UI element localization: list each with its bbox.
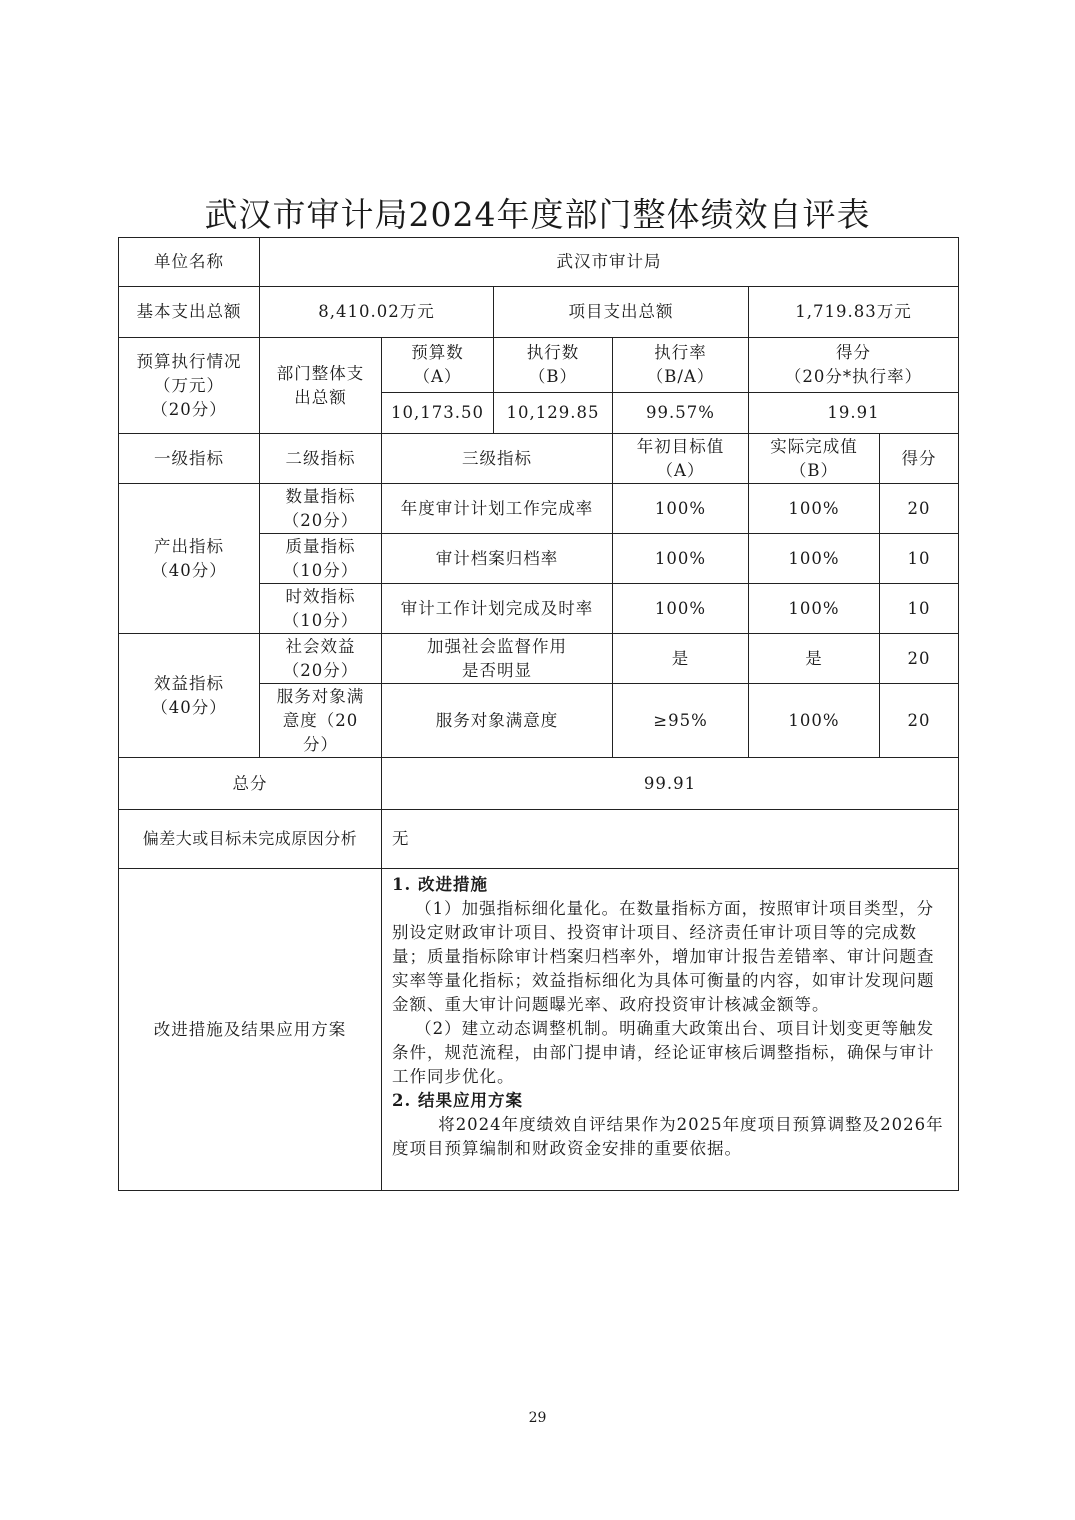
budget-executed-value: 10,129.85 (494, 393, 613, 434)
header-line: （B/A） (646, 367, 715, 386)
l3-line: 是否明显 (462, 660, 532, 680)
plan-paragraph: 将2024年度绩效自评结果作为2025年度项目预算调整及2026年度项目预算编制和财政资金安排的重要依据。 (392, 1115, 944, 1158)
table-row (119, 634, 959, 684)
l2-line: 分） (303, 734, 338, 754)
level2-cell (260, 534, 382, 584)
level3-cell: 服务对象满意度 (382, 684, 613, 758)
plan-heading-improvement: 1. 改进措施 (392, 875, 488, 894)
score-cell: 20 (880, 484, 959, 534)
indicator-header-row (119, 434, 959, 484)
plan-heading-application: 2. 结果应用方案 (392, 1091, 523, 1110)
level2-cell (260, 634, 382, 684)
unit-value: 武汉市审计局 (260, 238, 959, 287)
header-line: （A） (656, 460, 705, 480)
l2-line: 数量指标 (285, 486, 356, 506)
actual-cell: 100% (749, 684, 880, 758)
basic-expense-value: 8,410.02万元 (260, 287, 494, 338)
plan-paragraph: （2）建立动态调整机制。明确重大政策出台、项目计划变更等触发条件，规范流程，由部门提申请，经论证审核后调整指标，确保与审计工作同步优化。 (392, 1019, 935, 1086)
actual-cell: 100% (749, 534, 880, 584)
plan-paragraph: （1）加强指标细化量化。在数量指标方面，按照审计项目类型，分别设定财政审计项目、投资审计项目、经济责任审计项目等的完成数量；质量指标除审计档案归档率外，增加审计报告差错率、审计问题查实率等量化指标；效益指标细化为具体可衡量的内容，如审计发现问题金额、重大审计问题曝光率、政府投资审计核减金额等。 (392, 899, 935, 1014)
self-evaluation-table (118, 237, 959, 1191)
level2-cell (260, 684, 382, 758)
level2-cell (260, 584, 382, 634)
l2-line: 社会效益 (285, 636, 356, 656)
header-line: （B） (528, 367, 578, 386)
l2-line: （10分） (282, 560, 359, 580)
total-value: 99.91 (382, 758, 959, 810)
l2-line: 时效指标 (285, 586, 356, 606)
actual-cell: 100% (749, 584, 880, 634)
target-header (613, 434, 749, 484)
budget-label-line: （万元） (154, 375, 224, 395)
level3-cell (382, 634, 613, 684)
budget-sub-label-line: 出总额 (294, 387, 347, 407)
project-expense-value: 1,719.83万元 (749, 287, 959, 338)
score-header: 得分 (880, 434, 959, 484)
benefit-group-label (119, 634, 260, 758)
total-label: 总分 (119, 758, 382, 810)
score-cell: 10 (880, 584, 959, 634)
actual-header (749, 434, 880, 484)
header-line: 得分 (836, 343, 871, 362)
deviation-label: 偏差大或目标未完成原因分析 (119, 810, 382, 869)
budget-sub-label-line: 部门整体支 (276, 363, 365, 383)
l2-line: （20分） (282, 510, 359, 530)
target-cell: 100% (613, 584, 749, 634)
table-row (119, 484, 959, 534)
budget-header-planned (382, 338, 494, 393)
budget-label-line: （20分） (151, 399, 227, 419)
unit-label: 单位名称 (119, 238, 260, 287)
l2-line: （10分） (282, 610, 359, 630)
target-cell: 是 (613, 634, 749, 684)
level3-header: 三级指标 (382, 434, 613, 484)
budget-header-score (749, 338, 959, 393)
deviation-row (119, 810, 959, 869)
level1-header: 一级指标 (119, 434, 260, 484)
header-line: （B） (789, 460, 839, 480)
score-cell: 20 (880, 634, 959, 684)
budget-label (119, 338, 260, 434)
header-line: 预算数 (411, 343, 464, 362)
budget-label-line: 预算执行情况 (136, 351, 242, 371)
l2-line: 质量指标 (285, 536, 356, 556)
header-line: （A） (413, 367, 462, 386)
actual-cell: 是 (749, 634, 880, 684)
level3-cell: 审计工作计划完成及时率 (382, 584, 613, 634)
total-row (119, 758, 959, 810)
header-line: 执行率 (654, 343, 707, 362)
level3-cell: 年度审计计划工作完成率 (382, 484, 613, 534)
budget-header-row (119, 338, 959, 393)
deviation-value: 无 (382, 810, 959, 869)
basic-expense-label: 基本支出总额 (119, 287, 260, 338)
l2-line: 服务对象满 (276, 686, 365, 706)
plan-content (382, 869, 959, 1191)
expense-row (119, 287, 959, 338)
score-cell: 20 (880, 684, 959, 758)
group-label-line: （40分） (151, 560, 227, 580)
budget-header-executed (494, 338, 613, 393)
target-cell: 100% (613, 484, 749, 534)
plan-row (119, 869, 959, 1191)
header-line: 年初目标值 (636, 436, 725, 456)
unit-row (119, 238, 959, 287)
budget-sub-label (260, 338, 382, 434)
budget-score-value: 19.91 (749, 393, 959, 434)
output-group-label (119, 484, 260, 634)
level3-cell: 审计档案归档率 (382, 534, 613, 584)
group-label-line: 效益指标 (154, 673, 224, 693)
page-number: 29 (528, 1410, 547, 1426)
budget-planned-value: 10,173.50 (382, 393, 494, 434)
l2-line: 意度（20 (282, 710, 359, 730)
actual-cell: 100% (749, 484, 880, 534)
page-title: 武汉市审计局2024年度部门整体绩效自评表 (204, 195, 871, 234)
plan-label: 改进措施及结果应用方案 (119, 869, 382, 1191)
level2-cell (260, 484, 382, 534)
header-line: （20分*执行率） (784, 367, 923, 386)
target-cell: ≥95% (613, 684, 749, 758)
project-expense-label: 项目支出总额 (494, 287, 749, 338)
l2-line: （20分） (282, 660, 359, 680)
level2-header: 二级指标 (260, 434, 382, 484)
l3-line: 加强社会监督作用 (427, 636, 567, 656)
budget-header-rate (613, 338, 749, 393)
budget-rate-value: 99.57% (613, 393, 749, 434)
group-label-line: 产出指标 (154, 536, 224, 556)
target-cell: 100% (613, 534, 749, 584)
header-line: 执行数 (526, 343, 580, 362)
score-cell: 10 (880, 534, 959, 584)
header-line: 实际完成值 (770, 436, 858, 456)
group-label-line: （40分） (151, 697, 227, 717)
